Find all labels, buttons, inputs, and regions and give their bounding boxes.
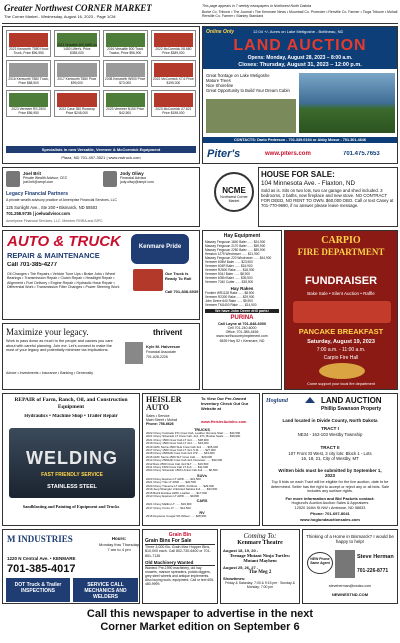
theatre-date1: August 18, 19, 20 - <box>223 548 259 553</box>
welding-footer: Sandblasting and Painting of Equipment and Trucks <box>22 504 120 509</box>
legacy-financial-ad <box>2 167 200 227</box>
thrivent-ad <box>2 323 200 390</box>
cat-office: Office: 701-385-4456 <box>225 330 259 335</box>
list-item: Vermeer 605N Baler ...... $39,900 <box>205 276 253 280</box>
firm-phone-web: 701.258.9735 | joelwadvisor.com <box>6 211 71 216</box>
theatre-showtimes: Friday & Saturday: 7:00 & 9:15 pm · Sunday & Monday: 7:00 pm <box>225 580 295 589</box>
inventory-row: 2017 Chevy Cruze LT ...... $12,500 <box>146 506 191 510</box>
hoglund-title: LAND AUCTION <box>321 396 382 405</box>
kenmare-pride-badge: Kenmare Pride <box>131 234 189 264</box>
heisler-cta: To View Our Pre-Owned Inventory Check Out Our Website at <box>201 397 249 411</box>
equipment-item: 2023 Kenworth T880 Hood Truck, Price $96,950 <box>6 30 51 57</box>
fire-title: FIRE DEPARTMENT <box>297 247 385 257</box>
equipment-item: 2023 McCormick X7.621 Price $198,000 <box>151 90 196 117</box>
m-industries-phone: 701-385-4017 <box>7 563 76 575</box>
list-item: Vermeer 7040 Cutter ...... $35,900 <box>205 280 254 284</box>
auction-bullet: Great frontage on Lake Metigoshe <box>206 73 270 78</box>
auction-bullets <box>206 73 296 93</box>
fire-town: CARPIO <box>321 235 361 246</box>
heisler-name: HEISLER AUTO <box>146 396 182 412</box>
list-item: Vermeer R2300 Rake ...... $29,900 <box>205 295 255 299</box>
cat-call: Call Layne at 701-848-6000 <box>217 322 267 326</box>
purina-logo: PURINA <box>230 315 254 321</box>
welding-brand: WELDING <box>26 448 118 468</box>
thrivent-title: Maximize your legacy. <box>6 327 89 337</box>
hoglund-tract2-header: TRACT II <box>320 445 340 450</box>
hoglund-bids: Written bids must be submitted by September 1, 2023 <box>278 468 382 479</box>
inventory-row: 2012 Ram 2500 Crew Cab 4x4 SLT ...... $19,500 <box>146 462 209 466</box>
inventory-row: 2021 Chevy Trax LT AWD ...... $20,500 <box>146 481 196 485</box>
list-item: Vermeer 504J Baler ...... $8,900 <box>205 272 251 276</box>
ncme-sub: Northwest Corner Market <box>220 195 248 204</box>
realtor-badge: NEW Phone Same Agent <box>307 552 333 574</box>
welding-services: Hydraulics • Machine Shop • Trailer Repair <box>24 414 118 419</box>
cat-address: 6539 Hwy 52 • Kenmare, ND <box>219 338 265 343</box>
m-industries-hours-header: Hours: <box>111 536 127 541</box>
masthead-blurb: This page appears in 7 weekly newspapers in Northwest North Dakota <box>202 4 312 8</box>
inventory-row: 2016 GMC Sierra 1500 SLT Crew Cab ...... $29,000 <box>146 455 213 459</box>
inventory-row: 2016 Keystone Cougar 5th Wheel ...... $28,500 <box>146 515 207 519</box>
auction-bullet: Great Opportunity to Build Your Dream Cabin <box>206 88 290 93</box>
equipment-item: 2016 Kenworth T880 Truck, Price $68,500 <box>6 60 51 87</box>
advisor-left-email[interactable]: joel.brit@ampf.com <box>23 180 54 184</box>
welding-heading: REPAIR of Farm, Ranch, Oil, and Construction Equipment <box>14 397 128 410</box>
fire-place: Carpio Fire Hall <box>323 355 359 361</box>
avatar <box>125 342 143 364</box>
equipment-item: 2023 Vermeer RS 2500 Price $56,950 <box>6 90 51 117</box>
realtor-ask: Thinking of a Home in Bismarck? I would be happy to help! <box>306 534 394 545</box>
equipment-dealer-contact: Plaza, ND 701-497-3521 | www.nwtruck.com <box>61 155 141 160</box>
welding-banner <box>9 428 135 498</box>
equipment-item: 2022 McCormick X8.680 Price $389,000 <box>151 30 196 57</box>
thrivent-agent: Kyle M. Halverson <box>146 344 181 349</box>
m-industries-service: SERVICE CALL MECHANICS AND WELDERS <box>73 578 138 602</box>
list-item: Frontier WR1128 Rake ...... $8,900 <box>205 291 255 295</box>
realtor-name: Steve Herman <box>357 554 394 560</box>
thrivent-body: Work to pass down as much to the people and causes you care about with careful planning. Join me. Let's connect to make the most of your legacy and potentially minimize tax implications. <box>6 339 113 353</box>
inventory-row: 2023 Chevy Equinox LT AWD ...... $31,500 <box>146 477 201 481</box>
grain-body: Three 3,000 Bu. Grain Max Hopper Bins, $10,000 each. Call 802-730-6400 or 701-851-7136 <box>145 545 211 558</box>
fire-department-ad <box>284 230 398 390</box>
m-industries-ad <box>2 529 140 604</box>
hoglund-land-auction-ad <box>262 393 398 526</box>
hoglund-tract2: 107 Front St West, 3 city lots: Block 1 - Lots 16, 18, 21, City of Westby, MT <box>288 451 372 461</box>
auto-out-truck: Our Truck is Ready To Roll <box>165 271 192 281</box>
auction-map-photo <box>206 99 296 133</box>
old-machinery-body: Wanted: Pre-1990 machinery, old hay mowers, manure spreaders, potato diggers, grey steel wheels and antique implements. Also buying tools, equipment. Call or text 605-480-9999. <box>145 565 215 586</box>
inventory-row: 2020 Chevy Traverse LT AWD, 3rd Row ...... $29,900 <box>146 484 214 488</box>
hoglund-contact: Hoglund's Auction Auction Sales & Appraisers <box>291 501 369 505</box>
hoglund-sub: Phillip Swanson Property <box>321 406 382 412</box>
inventory-row: 2019 Chevy 1500 Crew Cab LT 4x4 ...... $34,000 <box>146 442 209 446</box>
grain-bin-logo: Grain Bin <box>168 532 192 538</box>
auto-services: Oil Changes • Tire Repairs • Vehicle Tune Ups • Brake Jobs • Wheel Bearings • Transmission Repair • Clutch Repair • Headlight Repair • Alignment • Fuel Delivery • Engine Repair • Hydraulic Hose Repair • Differential Work • Transmission Filter Changes • Power Steering Work <box>7 272 120 290</box>
heisler-rv-header: RV <box>199 511 205 516</box>
thrivent-tags: Advice • Investments • Insurance • Banking • Generosity <box>6 371 93 375</box>
auction-bullet: Mature Trees <box>206 78 231 83</box>
theatre-kicker: Coming To: <box>243 532 277 540</box>
m-industries-address: 1220 N Central Ave. • KENMARE <box>7 556 76 561</box>
auction-title: LAND AUCTION <box>233 37 367 54</box>
cat-cell: Cell 701-240-6000 <box>227 326 257 330</box>
auto-title: AUTO & TRUCK <box>7 233 121 250</box>
footer-line-1: Call this newspaper to advertise in the next <box>86 608 314 620</box>
welding-stainless: STAINLESS STEEL <box>47 484 97 490</box>
auction-opens: Opens: Monday, August 28, 2023 – 8:00 a.m. <box>247 55 353 61</box>
avatar <box>335 550 355 578</box>
equipment-dealer-line: Specialists in new Versatile, Vermeer & McCormick Equipment <box>6 146 196 153</box>
advisor-right-email[interactable]: jody.oliwy@ampf.com <box>120 180 154 184</box>
list-item: Vermeer R2800 Rake ...... $18,900 <box>205 268 255 272</box>
equipment-item: 2023 Versatile 400 AWD on 1450 Lifter's, Price $355,000 <box>54 30 99 57</box>
house-address: 104 Minnesota Ave. - Flaxton, ND <box>261 180 356 187</box>
inventory-row: 2011 Chevy 1500 Crew Cab LT 4x4 ...... $11,000 <box>146 466 209 470</box>
auction-acres: 12.04 +/- Acres on Lake Metigoshe - Bottineau, ND <box>253 29 344 34</box>
auto-subtitle: REPAIR & MAINTENANCE <box>7 251 100 260</box>
list-item: Vermeer 604R Baler ...... $16,900 <box>205 264 253 268</box>
cat-title: Hay Equipment <box>223 233 261 239</box>
grain-title: Grain Bins For Sale <box>145 538 215 545</box>
ncme-logo <box>214 172 254 212</box>
auto-phone: Call 701-385-4277 <box>7 262 58 268</box>
masthead <box>2 2 398 24</box>
auction-header-band <box>203 27 397 69</box>
kenmare-theatre-ad <box>220 529 300 604</box>
inventory-row: 2018 Chevy 2500HD Crew Cab 4x4 LTZ ...... $43,000 <box>146 452 215 456</box>
avatar <box>103 171 117 187</box>
advertise-footer <box>2 608 398 640</box>
theatre-showtimes-header: Showtimes: <box>223 575 246 581</box>
advisor-left-title: Private Wealth Advisor, CEO <box>23 176 68 180</box>
hoglund-address: 12520 164th St NW • Ambrose, ND 58833 <box>294 506 366 510</box>
auto-call: Call 701-838-6939 <box>165 289 199 294</box>
online-only-badge: Online Only <box>206 29 235 35</box>
fire-time: 7:00 a.m. - 11:00 a.m. <box>316 347 366 353</box>
fire-truck-image <box>293 301 391 323</box>
advisor-right-title: Financial Advisor <box>120 176 147 180</box>
inventory-row: 2019 GMC Sierra 1500 SLE Crew Cab 4x4 ...... $35,000 <box>146 445 218 449</box>
inventory-row: 2004 Chevy Silverado 1500 LS Ext Cab 4x4 ...... $6,500 <box>146 469 218 473</box>
cat-note: We have John Deere drill parts! <box>205 309 279 313</box>
m-industries-hours: Monday thru Thursday 7 am to 4 pm <box>99 542 139 552</box>
hoglund-contact-header: For more information and Bid Packets contact: <box>285 496 375 501</box>
equipment-item: 2016 Versatile 500 Track Tractor, Price $96,900 <box>103 30 148 57</box>
advisor-right-name: Jody Oliwy <box>120 171 144 176</box>
inventory-row: 2022 Chevy Colorado Z71 Crew Cab, Leather, Remote Start ...... $44,500 <box>146 432 241 435</box>
inventory-row: 2021 Chevy Malibu LT ...... $19,900 <box>146 503 192 507</box>
cat-list <box>205 240 279 284</box>
tow-truck-image <box>133 269 163 291</box>
theatre-movie1: Teenage Mutant Ninja Turtles: Mutant Mayhem <box>229 553 291 564</box>
inventory-row: 2021 Chevy 1500 Crew Cab LT 4x4 ...... $38,900 <box>146 438 209 442</box>
auction-lake-photo <box>299 73 395 133</box>
hoglund-phone: Phone: 701-697-8041 <box>310 511 350 516</box>
heisler-suvs-header: SUVs <box>197 473 207 478</box>
hoglund-tract1: NE34 - 162-103 Westby Township <box>297 432 363 437</box>
equipment-item: 2022 McCormick X7.6 Price $195,000 <box>151 60 196 87</box>
hoglund-tract1-header: TRACT I <box>321 426 339 431</box>
cat-subtitle: Hay Rakes <box>230 286 254 291</box>
equipment-ad <box>2 26 200 164</box>
m-industries-dot: DOT Truck & Trailer INSPECTIONS <box>6 578 70 602</box>
m-industries-logo: M INDUSTRIES <box>7 534 73 544</box>
cat-site[interactable]: www.northcountryimplement.com <box>216 334 268 339</box>
realtor-email[interactable]: steveherman@nwdsc.com <box>328 584 372 588</box>
hoglund-website[interactable]: www.hoglundauctionsales.com <box>300 517 360 522</box>
theatre-movie2: The Meg 2 <box>248 569 272 575</box>
list-item: Massey Ferguson 2170 Baler ...... $59,900 <box>205 244 266 248</box>
list-item: Massey Ferguson 220 Windrower ...... $44,900 <box>205 256 272 260</box>
auction-closes: Closes: Thursday, August 31, 2023 – 12:00 p.m. <box>238 62 362 68</box>
equipment-item: 2017 Kenworth T880 Price $99,000 <box>54 60 99 87</box>
list-item: John Deere 640 Rake ...... $5,900 <box>205 299 253 303</box>
heisler-sub: Sales • Service <box>146 414 170 418</box>
fire-breakfast: PANCAKE BREAKFAST <box>298 327 384 336</box>
auction-bullet: Nice Shoreline <box>206 83 234 88</box>
auto-truck-ad <box>2 230 200 320</box>
house-for-sale-ad <box>258 167 398 227</box>
firm-address: 125 Sunlight Ave., Ste 200 • Bismarck, ND 58503 <box>6 205 98 210</box>
piters-phone: 701.475.7653 <box>343 151 380 157</box>
firm-name: Legacy Financial Partners <box>6 191 68 197</box>
welding-fast: FAST FRIENDLY SERVICE <box>41 472 103 478</box>
pancake-image <box>319 363 365 379</box>
thrivent-agent-phone: 701-628-2226 <box>146 355 168 359</box>
hoglund-logo: Hoglund <box>266 398 289 404</box>
inventory-row: 2014 Chevy 2500HD Crew Cab 4x4, Duramax ...... $33,000 <box>146 459 223 463</box>
inventory-row: 2016 Buick Enclave AWD, Leather ...... $17,500 <box>146 491 207 495</box>
masthead-papers: Burke Co. Tribune • The Journal • The Kenmare News • Mountrail Co. Promoter • Renville Co. Farmer • Tioga Tribune • Mohall Renville Co. Farmer • Stanley Standard <box>202 10 398 19</box>
piters-logo: Piter's <box>207 148 241 160</box>
heisler-auto-ad <box>142 393 260 526</box>
list-item: Massey Ferguson 1840 Baler ...... $24,900 <box>205 240 266 244</box>
equipment-item: 2023 Vermeer N150 Price $42,500 <box>103 90 148 117</box>
thrivent-agent-title: Financial Associate <box>146 350 176 354</box>
footer-line-2: Corner Market edition on September 6 <box>100 621 300 633</box>
house-body: Sold as is. Sits on two lots, two car garage and shed included. 3 bedrooms, 2 baths, new fireplace and new stove. NO CONTRACT FOR DEED, NO RENT TO OWN. $60,000 OBO. Call or text Casey at 701-770-9690, if no answer please leave message. <box>261 188 394 208</box>
piters-website[interactable]: www.piters.com <box>265 151 311 157</box>
list-item: Hesston 1275 Windrower ...... $21,900 <box>205 252 260 256</box>
list-item: Vermeer 605M Baler ...... $23,900 <box>205 260 253 264</box>
realtor-phone: 701-226-8771 <box>357 568 389 574</box>
inventory-row: 2017 Chevy 1500 Crew Cab LT 4x4, 5.3L ...... $27,000 <box>146 449 216 453</box>
heisler-inventory <box>146 428 258 519</box>
avatar <box>6 171 20 187</box>
hoglund-location: Land located in Divide County, North Dakota <box>282 418 378 423</box>
heisler-address: Main Street • Mohall <box>146 418 178 422</box>
heisler-phone: Phone: 756-6626 <box>146 422 174 426</box>
firm-footer: Ameriprise Financial Services, LLC. Member FINRA and SIPC. <box>6 219 104 223</box>
fire-footer: Come support your local fire department <box>307 382 375 386</box>
grain-bins-ad <box>142 529 218 604</box>
house-title: HOUSE FOR SALE: <box>261 170 335 179</box>
fire-date: Saturday, August 19, 2023 <box>307 339 375 345</box>
list-item: Massey Ferguson 2250 Baler ...... $89,900 <box>205 248 266 252</box>
list-item: Vermeer TM1400 Rake ...... $14,900 <box>205 303 257 307</box>
fire-body: Bake Sale • Silent Auction • Raffle <box>307 291 375 296</box>
ncme-label: NCME <box>222 186 246 195</box>
house-icon <box>305 397 315 403</box>
masthead-subline: The Corner Market - Wednesday, August 16, 2023 - Page 1CM <box>4 14 116 19</box>
thrivent-logo: thrivent <box>153 328 183 337</box>
masthead-title: Greater Northwest CORNER MARKET <box>4 3 152 13</box>
inventory-row: 2021 Chevy Silverado LT Crew Cab, 4x4, Z71, Bucket Seats ...... $39,900 <box>146 435 241 439</box>
inventory-row: 2019 Jeep Wrangler Unlimited Sahara 4x4 ...... $34,500 <box>146 488 218 492</box>
realtor-website[interactable]: NEWNESTND.COM <box>331 592 369 597</box>
heisler-cars-header: CARS <box>196 499 208 504</box>
firm-note: A private wealth advisory practice of Ameriprise Financial Services, LLC <box>6 198 118 202</box>
welding-ad <box>2 393 140 526</box>
heisler-trucks-header: TRUCKS <box>194 428 210 432</box>
advisor-left-name: Joel Brit <box>23 171 42 176</box>
fire-event: FUNDRAISER <box>304 275 378 287</box>
inventory-row: 2013 Chevy Equinox LT AWD ...... $9,800 <box>146 494 200 498</box>
auction-contacts: CONTACTS: Dario Pederson - 701.339.0194 or Abby Mosur - 701.301.4646 <box>203 137 397 143</box>
hoglund-body: Top 5 bids on each Tract will be eligible for the live auction, date to be determined. Seller has the right to accept or reject any or all bids. Sale includes any surface rights. <box>270 480 390 493</box>
realtor-ad <box>302 529 398 604</box>
north-country-implement-ad <box>202 230 282 390</box>
land-auction-top-ad <box>202 26 398 164</box>
equipment-item: 2008 Kenworth W900 Price $73,000 <box>103 60 148 87</box>
equipment-item: 2022 Case 350 Rowcrop Price $245,000 <box>54 90 99 117</box>
theatre-date2: August 25, 26, 27 - <box>223 564 259 570</box>
old-machinery-header: Old Machinery Wanted <box>145 560 215 566</box>
theatre-name: Kenmare Theatre <box>237 540 283 546</box>
heisler-website[interactable]: www.HeislerAutoInc.com <box>201 420 247 424</box>
